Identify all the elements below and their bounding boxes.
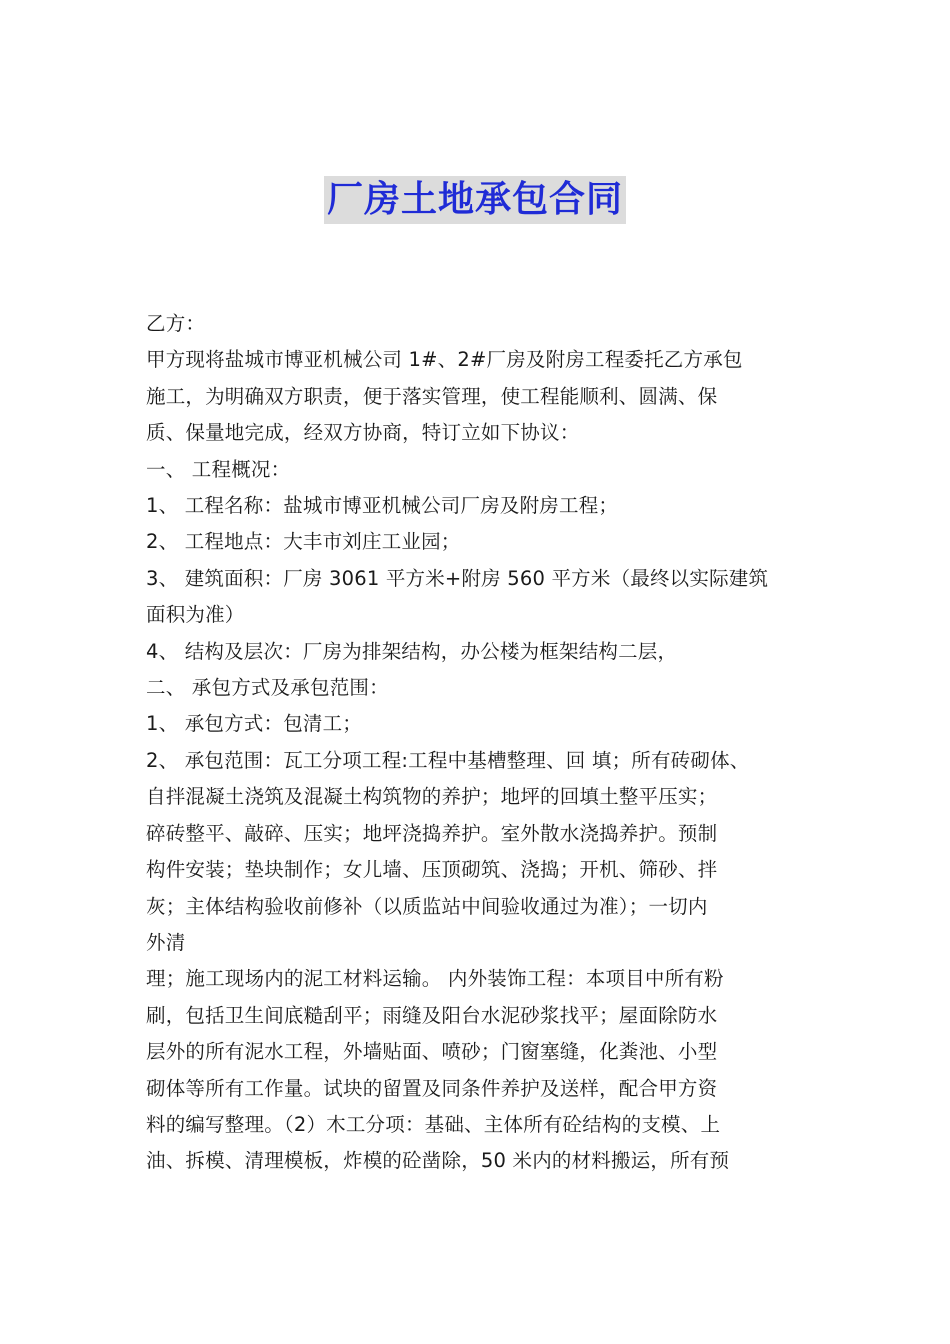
text-line: 3、 建筑面积：厂房 3061 平方米+附房 560 平方米（最终以实际建筑: [146, 566, 769, 590]
text-line: 甲方现将盐城市博亚机械公司 1#、2#厂房及附房工程委托乙方承包: [146, 348, 743, 372]
text-line: 自拌混凝土浇筑及混凝土构筑物的养护；地坪的回填土整平压实；: [146, 785, 718, 809]
text-line: 1、 承包方式：包清工；: [146, 712, 363, 736]
text-line: 外清: [146, 930, 186, 954]
text-line: 刷，包括卫生间底糙刮平；雨缝及阳台水泥砂浆找平；屋面除防水: [146, 1003, 718, 1027]
text-line: 碎砖整平、敲碎、压实；地坪浇捣养护。室外散水浇捣养护。预制: [146, 821, 718, 845]
text-line: 2、 工程地点：大丰市刘庄工业园；: [146, 530, 461, 554]
text-line: 灰；主体结构验收前修补（以质监站中间验收通过为准）；一切内: [146, 894, 708, 918]
document-title: 厂房土地承包合同: [324, 176, 626, 224]
text-line: 油、拆模、清理模板，炸模的砼凿除，50 米内的材料搬运，所有预: [146, 1149, 730, 1173]
text-line: 2、 承包范围：瓦工分项工程:工程中基槽整理、回 填；所有砖砌体、: [146, 748, 750, 772]
text-line: 施工，为明确双方职责，便于落实管理，使工程能顺利、圆满、保: [146, 384, 718, 408]
text-line: 料的编写整理。（2）木工分项：基础、主体所有砼结构的支模、上: [146, 1112, 721, 1136]
text-line: 质、保量地完成，经双方协商，特订立如下协议：: [146, 421, 580, 445]
text-line: 4、 结构及层次：厂房为排架结构，办公楼为框架结构二层，: [146, 639, 678, 663]
text-line: 构件安装；垫块制作；女儿墙、压顶砌筑、浇捣；开机、筛砂、拌: [146, 858, 718, 882]
section-heading: 二、 承包方式及承包范围：: [146, 676, 389, 700]
section-heading: 一、 工程概况：: [146, 457, 291, 481]
text-line: 砌体等所有工作量。试块的留置及同条件养护及送样，配合甲方资: [146, 1076, 718, 1100]
text-line: 面积为准）: [146, 603, 245, 627]
text-line: 1、 工程名称：盐城市博亚机械公司厂房及附房工程；: [146, 494, 619, 518]
text-line: 理；施工现场内的泥工材料运输。 内外装饰工程：本项目中所有粉: [146, 967, 724, 991]
document-body: [146, 306, 826, 1180]
text-line: 乙方：: [146, 312, 206, 335]
text-line: 层外的所有泥水工程，外墙贴面、喷砂；门窗塞缝，化粪池、小型: [146, 1040, 718, 1064]
title-container: [0, 176, 950, 224]
